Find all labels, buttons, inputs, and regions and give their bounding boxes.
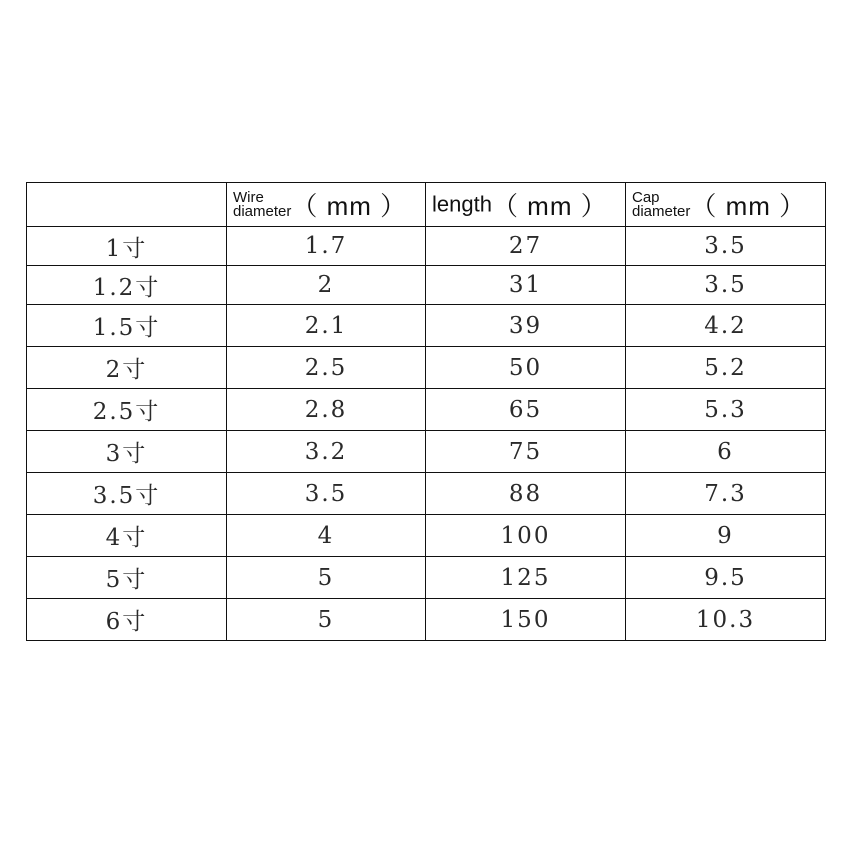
wire-diameter-cell: 1.7 <box>227 227 426 266</box>
nail-spec-table <box>26 182 826 641</box>
table-row <box>27 515 826 557</box>
size-cell: 4寸 <box>27 515 227 557</box>
wire-header-unit: （ mm ） <box>291 191 408 221</box>
length-cell: 100 <box>426 515 626 557</box>
table-body <box>27 227 826 641</box>
length-cell: 27 <box>426 227 626 266</box>
cap-diameter-cell: 7.3 <box>626 473 826 515</box>
size-cell: 2.5寸 <box>27 389 227 431</box>
cap-header-line1: Cap <box>632 188 660 206</box>
cap-diameter-cell: 9.5 <box>626 557 826 599</box>
size-cell: 1寸 <box>27 227 227 266</box>
table-row <box>27 347 826 389</box>
wire-diameter-cell: 2.5 <box>227 347 426 389</box>
table-row <box>27 389 826 431</box>
wire-diameter-cell: 2 <box>227 266 426 305</box>
table-row <box>27 557 826 599</box>
cap-diameter-cell: 3.5 <box>626 227 826 266</box>
cap-diameter-cell: 10.3 <box>626 599 826 641</box>
length-cell: 150 <box>426 599 626 641</box>
table-row <box>27 599 826 641</box>
length-header-label: length <box>432 191 492 217</box>
wire-diameter-cell: 3.5 <box>227 473 426 515</box>
wire-diameter-cell: 2.8 <box>227 389 426 431</box>
wire-diameter-cell: 5 <box>227 599 426 641</box>
cap-header-unit: （ mm ） <box>690 191 807 221</box>
wire-diameter-cell: 2.1 <box>227 305 426 347</box>
size-cell: 3寸 <box>27 431 227 473</box>
cap-diameter-cell: 9 <box>626 515 826 557</box>
cap-diameter-cell: 5.2 <box>626 347 826 389</box>
table-row <box>27 431 826 473</box>
cap-diameter-cell: 5.3 <box>626 389 826 431</box>
table-row <box>27 305 826 347</box>
table-row <box>27 266 826 305</box>
wire-header-line2: diameter <box>233 202 292 220</box>
size-cell: 2寸 <box>27 347 227 389</box>
length-header-unit: （ mm ） <box>491 191 608 221</box>
wire-diameter-cell: 3.2 <box>227 431 426 473</box>
wire-header-line1: Wire <box>233 188 264 206</box>
header-row <box>27 183 826 227</box>
length-header <box>426 183 626 227</box>
length-cell: 50 <box>426 347 626 389</box>
size-cell: 3.5寸 <box>27 473 227 515</box>
size-cell: 5寸 <box>27 557 227 599</box>
cap-diameter-header <box>626 183 826 227</box>
size-cell: 1.5寸 <box>27 305 227 347</box>
length-cell: 31 <box>426 266 626 305</box>
corner-header-cell <box>27 183 227 227</box>
length-cell: 75 <box>426 431 626 473</box>
length-cell: 125 <box>426 557 626 599</box>
cap-diameter-cell: 3.5 <box>626 266 826 305</box>
cap-diameter-cell: 6 <box>626 431 826 473</box>
table-row <box>27 227 826 266</box>
length-cell: 88 <box>426 473 626 515</box>
length-cell: 65 <box>426 389 626 431</box>
size-cell: 1.2寸 <box>27 266 227 305</box>
cap-header-line2: diameter <box>632 202 691 220</box>
size-cell: 6寸 <box>27 599 227 641</box>
wire-diameter-cell: 4 <box>227 515 426 557</box>
wire-diameter-header <box>227 183 426 227</box>
wire-diameter-cell: 5 <box>227 557 426 599</box>
length-cell: 39 <box>426 305 626 347</box>
table-row <box>27 473 826 515</box>
cap-diameter-cell: 4.2 <box>626 305 826 347</box>
